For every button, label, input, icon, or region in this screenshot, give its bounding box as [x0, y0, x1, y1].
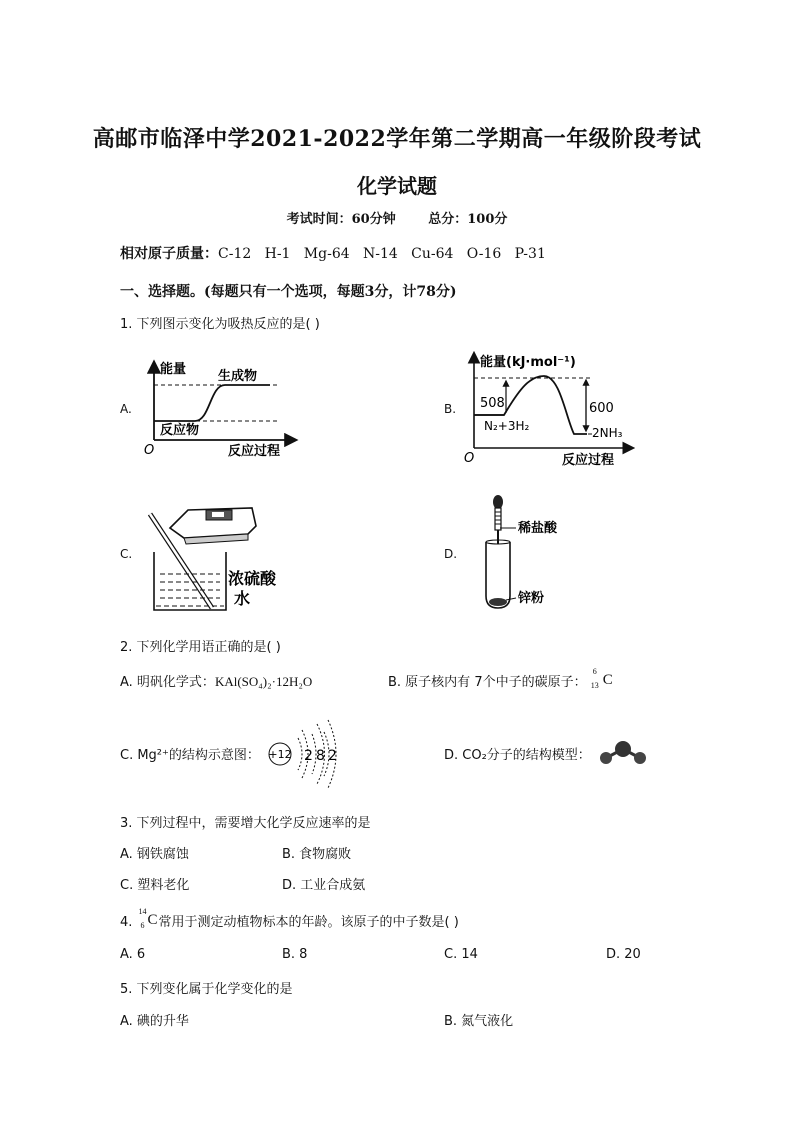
- fig-a-product: 生成物: [218, 369, 258, 384]
- q2-option-c-text: C. Mg²⁺的结构示意图：: [120, 748, 260, 763]
- fig-b-ylabel: 能量(kJ·mol⁻¹): [480, 355, 576, 370]
- q4-option-b: B. 8: [282, 947, 308, 962]
- fig-b-product: 2NH₃: [592, 426, 623, 440]
- fig-b-origin: O: [464, 451, 475, 466]
- shell-1: 2: [304, 748, 313, 764]
- q5-option-a: A. 碘的升华: [120, 1014, 189, 1029]
- exam-info: [0, 208, 794, 227]
- q2-stem: 2. 下列化学用语正确的是( ): [120, 640, 281, 655]
- fig-a-ylabel: 能量: [160, 362, 187, 377]
- q4-option-c: C. 14: [444, 947, 478, 962]
- q4-option-a: A. 6: [120, 947, 146, 962]
- q2-b-symbol: C: [602, 671, 613, 688]
- q2-b-mass: 6: [592, 666, 597, 676]
- q1-stem: 1. 下列图示变化为吸热反应的是( ): [120, 317, 320, 332]
- co2-model-icon: [598, 738, 648, 766]
- section-heading: 一、选择题。(每题只有一个选项，每题3分，计78分): [120, 284, 457, 300]
- atomic-masses-label: 相对原子质量：: [120, 246, 218, 262]
- q1-option-b-label: B.: [444, 402, 457, 416]
- q5-option-b: B. 氮气液化: [444, 1014, 514, 1029]
- fig-d-label2: 锌粉: [518, 591, 545, 606]
- q4-option-d: D. 20: [606, 947, 641, 962]
- atomic-masses-values: C-12 H-1 Mg-64 N-14 Cu-64 O-16 P-31: [218, 246, 546, 262]
- shell-3: 2: [328, 748, 337, 764]
- q2-option-b: [388, 666, 621, 691]
- fig-a-xlabel: 反应过程: [228, 444, 281, 459]
- page-subtitle: 化学试题: [357, 174, 437, 198]
- q2-option-b-nuclide: [590, 666, 621, 691]
- q4-symbol: C: [147, 911, 158, 928]
- fig-a-reactant: 反应物: [160, 423, 200, 438]
- q3-stem: 3. 下列过程中，需要增大化学反应速率的是: [120, 816, 371, 831]
- fig-b-v2: 600: [589, 401, 614, 416]
- q4-atomic: 6: [140, 920, 145, 930]
- q1-figure-b: [462, 348, 642, 470]
- page-title: 高邮市临泽中学2021-2022学年第二学期高一年级阶段考试: [92, 126, 702, 152]
- fig-d-label1: 稀盐酸: [518, 521, 558, 536]
- shell-2: 8: [316, 748, 325, 764]
- q2-option-b-text: B. 原子核内有 7个中子的碳原子：: [388, 675, 587, 690]
- fig-a-origin: O: [144, 443, 155, 458]
- fig-c-label2: 水: [234, 589, 251, 608]
- q3-option-c: C. 塑料老化: [120, 878, 190, 893]
- atomic-masses: [120, 243, 546, 263]
- q4-number: 4.: [120, 915, 133, 930]
- q3-option-d: D. 工业合成氨: [282, 878, 366, 893]
- q5-stem: 5. 下列变化属于化学变化的是: [120, 982, 293, 997]
- exam-time: 考试时间：60分钟: [286, 212, 396, 227]
- fig-b-v1: 508: [480, 396, 505, 411]
- q3-option-b: B. 食物腐败: [282, 847, 352, 862]
- q1-figure-c: [140, 500, 300, 612]
- q4-mass: 14: [138, 906, 147, 916]
- fig-b-reactant: N₂+3H₂: [484, 419, 530, 433]
- q1-figure-a: [140, 355, 305, 460]
- q2-option-a-formula: KAl(SO₄)₂·12H₂O: [214, 674, 313, 689]
- exam-score: 总分：100分: [428, 212, 508, 227]
- q2-option-a-text: A. 明矾化学式：: [120, 675, 215, 690]
- q1-option-a-label: A.: [120, 402, 132, 416]
- q4-nuclide: [137, 906, 159, 931]
- q4-stem: [120, 906, 459, 931]
- q1-option-d-label: D.: [444, 547, 458, 561]
- q2-option-a: [120, 671, 312, 690]
- q2-structure-diagram: [262, 708, 342, 800]
- nucleus-charge: +12: [268, 748, 292, 761]
- q2-b-atomic: 13: [590, 680, 599, 690]
- q4-stem-text: 常用于测定动植物标本的年龄。该原子的中子数是( ): [158, 915, 459, 930]
- q3-option-a: A. 钢铁腐蚀: [120, 847, 189, 862]
- fig-c-label1: 浓硫酸: [228, 569, 277, 588]
- q1-figure-d: [478, 492, 588, 612]
- q1-option-c-label: C.: [120, 547, 133, 561]
- q2-option-d-text: D. CO₂分子的结构模型：: [444, 748, 591, 763]
- fig-b-xlabel: 反应过程: [562, 453, 615, 468]
